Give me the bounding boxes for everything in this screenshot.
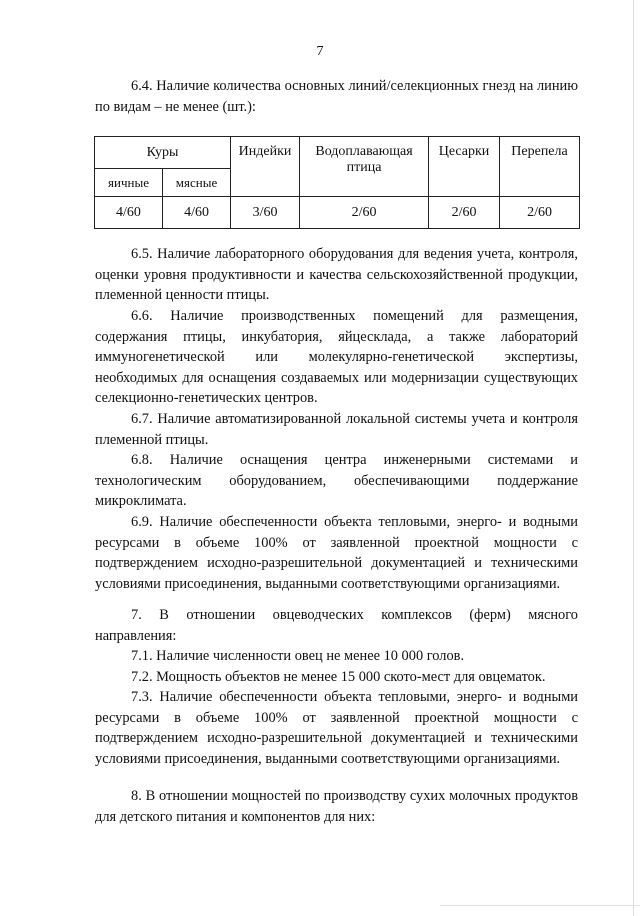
section-6-4: 6.4. Наличие количества основных линий/селекционных гнезд на линию по видам – не менее (шт.): (95, 78, 578, 115)
subheader-egg: яичные (95, 169, 163, 197)
value-guinea-fowl: 2/60 (429, 197, 500, 229)
scan-edge-line (633, 0, 634, 916)
header-waterfowl: Водоплавающая птица (300, 137, 429, 197)
section-6-6: 6.6. Наличие производственных помещений для размещения, содержания птицы, инкубатория, яйцесклада, а также лабораторий иммуногенетической или молекулярно-генетической экспертизы, необходимых для оснащения создаваемых или модернизации существующих селекционно-генетических центров. (95, 308, 578, 407)
value-chickens-egg: 4/60 (95, 197, 163, 229)
value-quail: 2/60 (500, 197, 580, 229)
section-8: 8. В отношении мощностей по производству сухих молочных продуктов для детского питания и компонентов для них: (95, 788, 578, 825)
section-6-5: 6.5. Наличие лабораторного оборудования для ведения учета, контроля, оценки уровня продуктивности и качества сельскохозяйственной продукции, племенной ценности птицы. (95, 246, 578, 304)
page-number: 7 (316, 44, 324, 59)
scan-bottom-line (440, 905, 640, 906)
section-7-3: 7.3. Наличие обеспеченности объекта тепловыми, энерго- и водными ресурсами в объеме 100% от заявленной проектной мощности с подтверждением исходно-разрешительной документацией и техническими условиями присоединения, выданными соответствующими организациями. (95, 689, 578, 767)
value-chickens-meat: 4/60 (163, 197, 231, 229)
subheader-meat: мясные (163, 169, 231, 197)
poultry-lines-table (94, 136, 580, 229)
value-waterfowl: 2/60 (300, 197, 429, 229)
section-7-1: 7.1. Наличие численности овец не менее 10 000 голов. (131, 648, 465, 664)
section-7: 7. В отношении овцеводческих комплексов (ферм) мясного направления: (95, 607, 578, 644)
section-6-7: 6.7. Наличие автоматизированной локальной системы учета и контроля племенной птицы. (95, 411, 578, 448)
section-7-2: 7.2. Мощность объектов не менее 15 000 ското-мест для овцематок. (131, 669, 546, 685)
header-chickens: Куры (95, 137, 231, 169)
section-6-8: 6.8. Наличие оснащения центра инженерными системами и технологическим оборудованием, обеспечивающими поддержание микроклимата. (95, 452, 578, 510)
header-turkeys: Индейки (231, 137, 300, 197)
header-quail: Перепела (500, 137, 580, 197)
value-turkeys: 3/60 (231, 197, 300, 229)
section-6-9: 6.9. Наличие обеспеченности объекта тепловыми, энерго- и водными ресурсами в объеме 100% от заявленной проектной мощности с подтверждением исходно-разрешительной документацией и техническими условиями присоединения, выданными соответствующими организациями. (95, 514, 578, 592)
header-guinea-fowl: Цесарки (429, 137, 500, 197)
